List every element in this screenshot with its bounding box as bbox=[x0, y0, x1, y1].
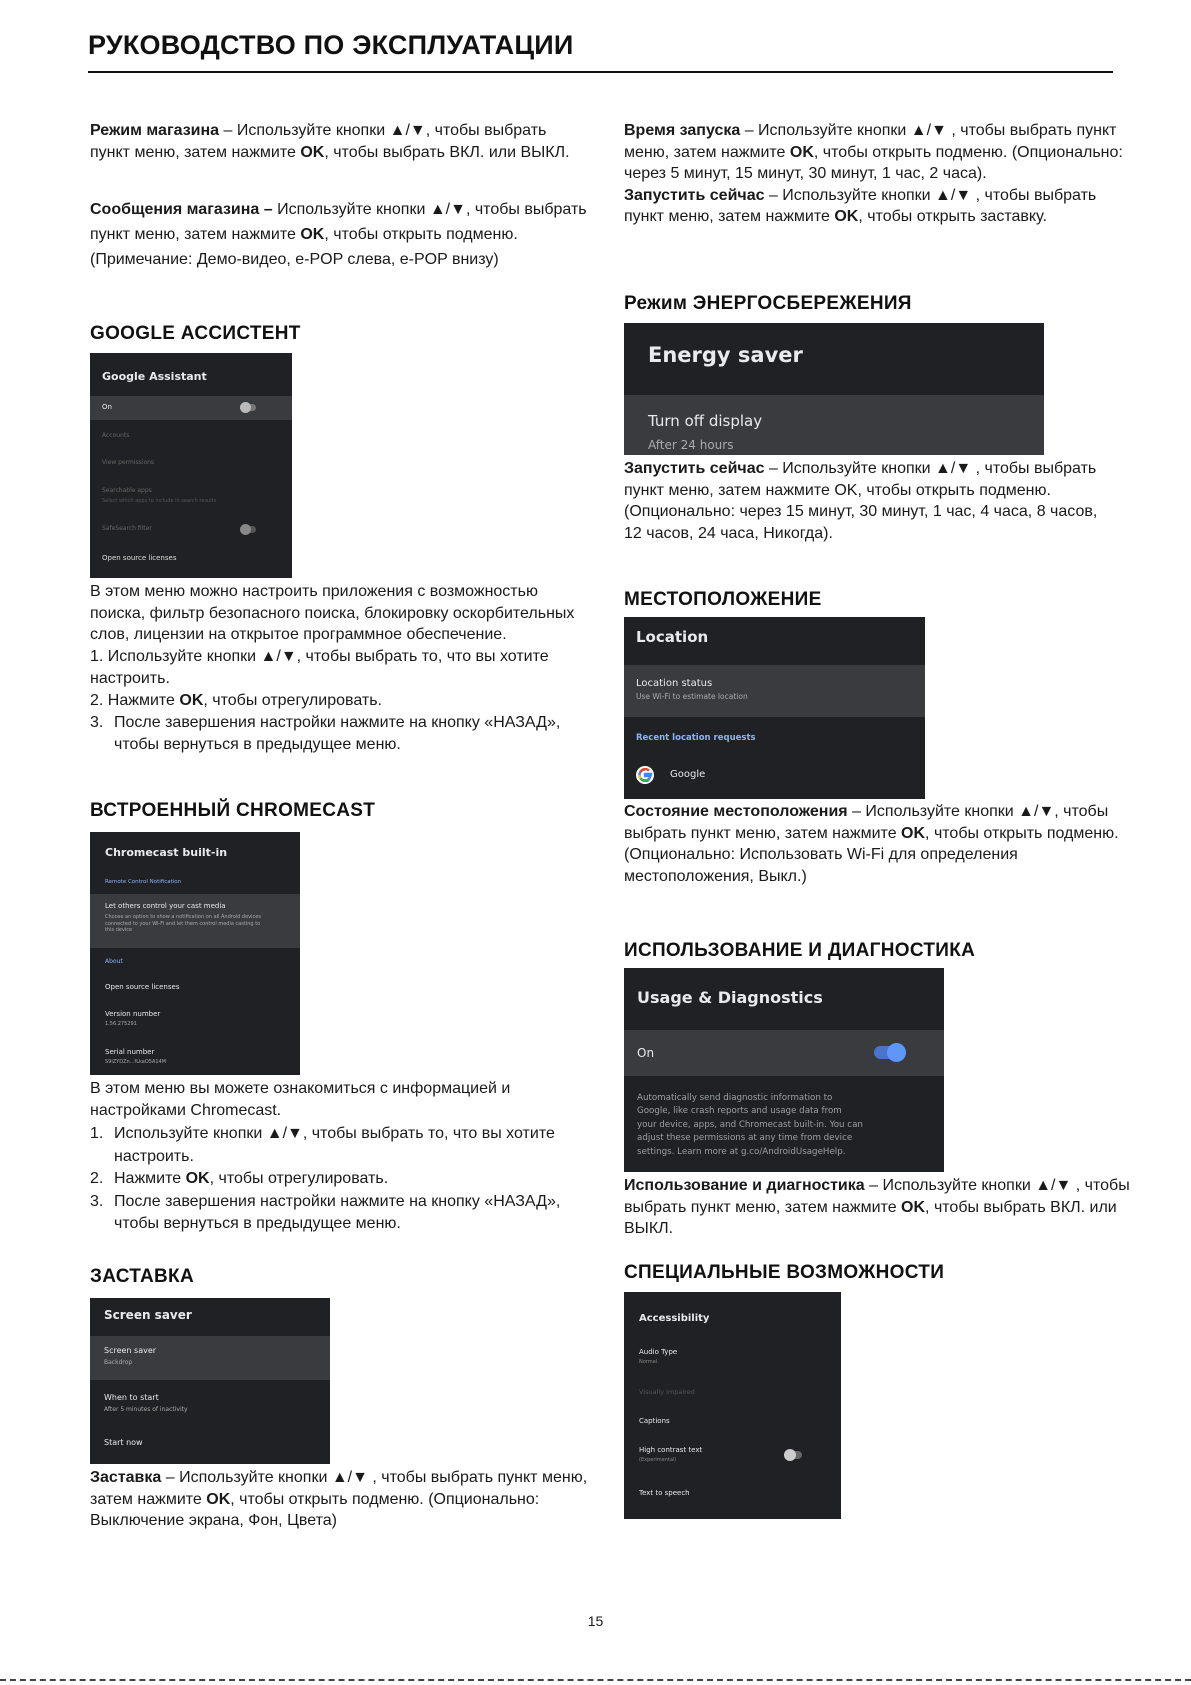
ac-item-high-contrast-sub: (Experimental) bbox=[639, 1457, 677, 1463]
es-item-turn-off-sub: After 24 hours bbox=[648, 438, 734, 452]
google-assistant-steps bbox=[90, 646, 590, 756]
ss-item-start-now: Start now bbox=[104, 1438, 143, 1447]
energy-term: Запустить сейчас bbox=[624, 460, 765, 477]
list-item: 1. Используйте кнопки ▲/▼, чтобы выбрать то, что вы хотите настроить. bbox=[90, 1125, 555, 1165]
google-assistant-screenshot bbox=[90, 353, 292, 578]
screensaver-text: – Используйте кнопки ▲/▼ , чтобы выбрать пункт меню, затем нажмите bbox=[90, 1469, 588, 1508]
ok-key: OK bbox=[901, 1198, 926, 1216]
cc-item-version-sub: 1.56.275291 bbox=[105, 1021, 137, 1027]
start-time-paragraph bbox=[624, 120, 1134, 228]
cc-screen-title: Chromecast built-in bbox=[105, 846, 228, 859]
location-heading: МЕСТОПОЛОЖЕНИЕ bbox=[624, 589, 822, 610]
list-item: 3. После завершения настройки нажмите на кнопку «НАЗАД», чтобы вернуться в предыдущее меню. bbox=[90, 713, 561, 753]
page-number: 15 bbox=[587, 1613, 604, 1629]
ok-key: OK bbox=[300, 143, 325, 161]
ac-item-high-contrast: High contrast text bbox=[639, 1446, 703, 1454]
screensaver-heading-wrap bbox=[90, 1266, 590, 1288]
start-time-text2: , чтобы открыть подменю. (Опционально: через 5 минут, 15 минут, 30 минут, 1 час, 2 часа). bbox=[624, 143, 1123, 182]
cc-item-licenses: Open source licenses bbox=[105, 983, 180, 991]
screensaver-body bbox=[90, 1467, 590, 1532]
energy-heading-wrap bbox=[624, 293, 1124, 315]
ok-key: OK bbox=[300, 226, 325, 243]
energy-heading: Режим ЭНЕРГОСБЕРЕЖЕНИЯ bbox=[624, 293, 912, 314]
ok-key: OK bbox=[834, 208, 859, 225]
energy-saver-screenshot bbox=[624, 323, 1044, 455]
location-term: Состояние местоположения bbox=[624, 803, 848, 820]
ga-item-open-source: Open source licenses bbox=[102, 554, 177, 562]
start-time-term: Время запуска bbox=[624, 122, 741, 139]
location-heading-wrap bbox=[624, 589, 1124, 611]
usage-term: Использование и диагностика bbox=[624, 1177, 865, 1194]
chromecast-steps bbox=[90, 1121, 590, 1236]
energy-body bbox=[624, 458, 1114, 544]
ok-key: OK bbox=[789, 143, 814, 161]
usage-text2: , чтобы выбрать ВКЛ. или ВЫКЛ. bbox=[624, 1198, 1117, 1237]
energy-text: – Используйте кнопки ▲/▼ , чтобы выбрать пункт меню, затем нажмите OK, чтобы открыть подменю. bbox=[624, 460, 1097, 499]
cc-item-serial-sub: S9iZYDZn...fLkaO5A14M bbox=[105, 1059, 167, 1065]
start-now-text: – Используйте кнопки ▲/▼ , чтобы выбрать пункт меню, затем нажмите bbox=[624, 186, 1097, 225]
location-text: – Используйте кнопки ▲/▼, чтобы выбрать пункт меню, затем нажмите bbox=[624, 803, 1109, 842]
chromecast-screenshot bbox=[90, 832, 300, 1075]
google-assistant-heading-wrap bbox=[90, 323, 590, 345]
google-g-icon bbox=[636, 766, 654, 784]
screensaver-text2: , чтобы открыть подменю. (Опционально: Выключение экрана, Фон, Цвета) bbox=[90, 1490, 540, 1529]
usage-heading-wrap bbox=[624, 940, 1124, 962]
ok-key: OK bbox=[901, 824, 926, 842]
energy-text2: (Опционально: через 15 минут, 30 минут, 1 час, 4 часа, 8 часов, 12 часов, 24 часа, Никогда). bbox=[624, 503, 1098, 542]
list-item: 3. После завершения настройки нажмите на кнопку «НАЗАД», чтобы вернуться в предыдущее меню. bbox=[90, 1192, 561, 1232]
store-messages-text2: , чтобы открыть подменю. (Примечание: Демо-видео, e-POP слева, e-POP внизу) bbox=[90, 226, 518, 268]
location-body bbox=[624, 801, 1124, 887]
ud-on-toggle bbox=[874, 1046, 902, 1059]
list-item: 2. Нажмите OK, чтобы отрегулировать. bbox=[90, 691, 382, 709]
store-mode-text2: , чтобы выбрать ВКЛ. или ВЫКЛ. bbox=[324, 143, 570, 161]
cc-item-let-others-sub: Choose an option to show a notification on all Android devices connected to your Wi-Fi and let them control media casting to this device bbox=[105, 914, 261, 933]
list-item: 2. Нажмите OK, чтобы отрегулировать. bbox=[90, 1170, 389, 1187]
cc-section-remote: Remote Control Notification bbox=[105, 879, 182, 885]
page-title: РУКОВОДСТВО ПО ЭКСПЛУАТАЦИИ bbox=[88, 30, 574, 60]
header-divider bbox=[88, 71, 1113, 73]
ac-item-visually-impaired: Visually impaired bbox=[639, 1388, 695, 1396]
start-now-term: Запустить сейчас bbox=[624, 186, 765, 204]
google-assistant-desc: В этом меню можно настроить приложения с возможностью поиска, фильтр безопасного поиска, блокировку оскорбительных слов, лицензии на открытое программное обеспечение. bbox=[90, 583, 575, 643]
cc-item-let-others: Let others control your cast media bbox=[105, 902, 226, 910]
usage-heading: ИСПОЛЬЗОВАНИЕ И ДИАГНОСТИКА bbox=[624, 940, 976, 961]
loc-item-status-sub: Use Wi-Fi to estimate location bbox=[636, 692, 748, 701]
usage-body bbox=[624, 1175, 1134, 1240]
es-screen-title: Energy saver bbox=[648, 343, 803, 367]
ss-item-when-to-start-sub: After 5 minutes of inactivity bbox=[104, 1406, 188, 1413]
accessibility-screenshot bbox=[624, 1292, 841, 1519]
cc-item-version: Version number bbox=[105, 1010, 161, 1018]
chromecast-heading-wrap bbox=[90, 800, 590, 822]
ok-key: OK bbox=[206, 1490, 231, 1508]
accessibility-heading: СПЕЦИАЛЬНЫЕ ВОЗМОЖНОСТИ bbox=[624, 1262, 945, 1283]
ga-item-view-permissions: View permissions bbox=[102, 459, 155, 466]
google-assistant-heading: GOOGLE АССИСТЕНТ bbox=[90, 323, 301, 344]
cc-item-serial: Serial number bbox=[105, 1048, 155, 1056]
chromecast-desc: В этом меню вы можете ознакомиться с информацией и настройками Chromecast. bbox=[90, 1080, 511, 1119]
loc-item-google: Google bbox=[670, 769, 706, 780]
ss-item-when-to-start: When to start bbox=[104, 1393, 159, 1402]
ud-item-on: On bbox=[637, 1046, 655, 1060]
ac-item-audio-type-sub: Normal bbox=[639, 1359, 658, 1365]
es-item-turn-off: Turn off display bbox=[648, 412, 763, 430]
ss-screen-title: Screen saver bbox=[104, 1308, 192, 1322]
ga-safesearch-toggle bbox=[240, 526, 256, 533]
store-messages-paragraph bbox=[90, 197, 590, 272]
store-mode-paragraph bbox=[90, 120, 590, 163]
usage-text: – Используйте кнопки ▲/▼ , чтобы выбрать пункт меню, затем нажмите bbox=[624, 1177, 1130, 1216]
ac-item-tts: Text to speech bbox=[639, 1489, 690, 1497]
chromecast-body bbox=[90, 1078, 590, 1236]
loc-item-status: Location status bbox=[636, 678, 713, 689]
usage-screenshot bbox=[624, 968, 944, 1172]
location-text2: , чтобы открыть подменю. bbox=[925, 824, 1119, 842]
ss-item-screensaver: Screen saver bbox=[104, 1346, 157, 1355]
store-mode-text: – Используйте кнопки ▲/▼, чтобы выбрать пункт меню, затем нажмите bbox=[90, 122, 547, 161]
loc-screen-title: Location bbox=[636, 628, 709, 646]
accessibility-heading-wrap bbox=[624, 1262, 1124, 1284]
start-time-text: – Используйте кнопки ▲/▼ , чтобы выбрать пункт меню, затем нажмите bbox=[624, 122, 1117, 161]
store-mode-term: Режим магазина bbox=[90, 122, 220, 139]
store-messages-text: Используйте кнопки ▲/▼, чтобы выбрать пункт меню, затем нажмите bbox=[90, 201, 587, 243]
ud-screen-title: Usage & Diagnostics bbox=[637, 988, 823, 1007]
ga-item-searchable-apps: Searchable apps bbox=[102, 487, 152, 494]
list-item: 1. Используйте кнопки ▲/▼, чтобы выбрать то, что вы хотите настроить. bbox=[90, 647, 549, 687]
bottom-divider bbox=[0, 1679, 1191, 1681]
ga-item-accounts: Accounts bbox=[102, 432, 130, 439]
ac-item-audio-type: Audio Type bbox=[639, 1348, 678, 1356]
screensaver-screenshot bbox=[90, 1298, 330, 1464]
store-messages-term: Сообщения магазина – bbox=[90, 201, 273, 218]
ss-item-screensaver-sub: Backdrop bbox=[104, 1359, 133, 1366]
ac-screen-title: Accessibility bbox=[639, 1313, 710, 1324]
ga-item-searchable-apps-sub: Select which apps to include in search results bbox=[102, 498, 217, 504]
loc-section-recent: Recent location requests bbox=[636, 733, 756, 743]
ga-item-safesearch: SafeSearch filter bbox=[102, 525, 152, 532]
screensaver-term: Заставка bbox=[90, 1469, 162, 1486]
ac-high-contrast-toggle bbox=[784, 1451, 802, 1459]
ga-screen-title: Google Assistant bbox=[102, 370, 207, 383]
ga-item-on: On bbox=[102, 403, 112, 411]
ud-description: Automatically send diagnostic information to Google, like crash reports and usage data from your device, apps, and Chromecast built-in. You can adjust these permissions at any time from device settings. Learn more at g.co/AndroidUsageHelp. bbox=[637, 1093, 863, 1157]
ac-item-captions: Captions bbox=[639, 1417, 670, 1425]
screensaver-heading: ЗАСТАВКА bbox=[90, 1266, 194, 1287]
location-screenshot bbox=[624, 617, 925, 799]
cc-section-about: About bbox=[105, 958, 123, 965]
location-text3: (Опционально: Использовать Wi-Fi для определения местоположения, Выкл.) bbox=[624, 846, 1018, 885]
google-assistant-body bbox=[90, 581, 590, 756]
start-now-text2: , чтобы открыть заставку. bbox=[858, 208, 1047, 225]
ga-on-toggle bbox=[240, 404, 256, 411]
chromecast-heading: ВСТРОЕННЫЙ CHROMECAST bbox=[90, 800, 376, 821]
